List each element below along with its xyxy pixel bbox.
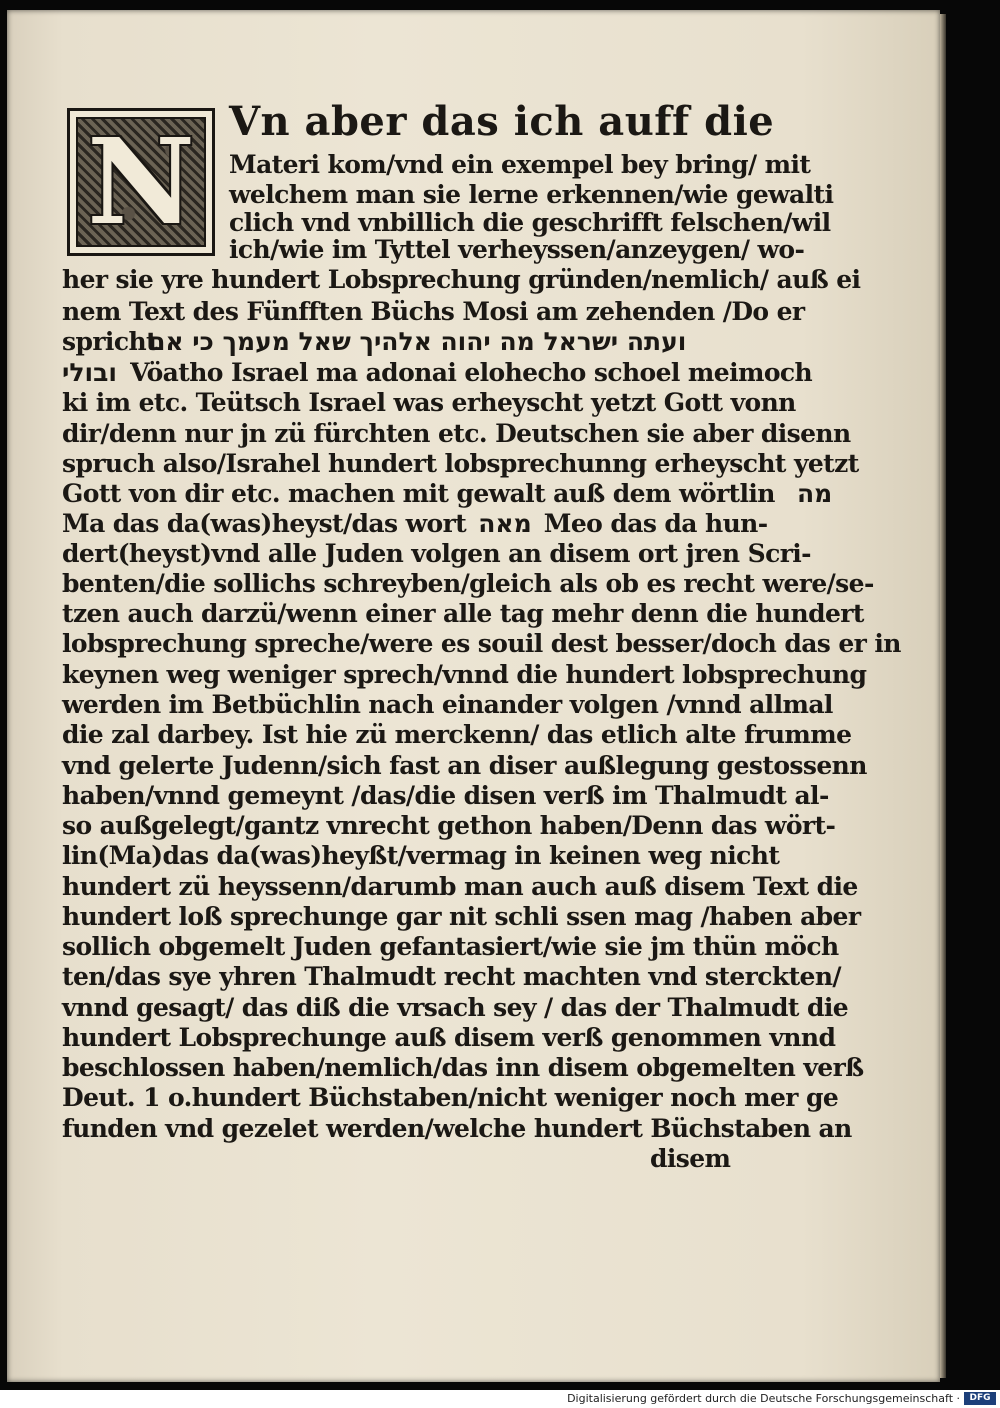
text-line-33: Deut. 1 o.hundert Büchstaben/nicht weniger noch mer ge [62,1083,839,1112]
text-line-29: ten/das sye yhren Thalmudt recht machten vnd sterckten/ [62,962,841,991]
text-line-31: hundert Lobsprechunge auß disem verß genommen vnnd [62,1023,836,1052]
funding-notice: Digitalisierung gefördert durch die Deutsche Forschungsgemeinschaft · [567,1392,960,1405]
text-line-28: sollich obgemelt Juden gefantasiert/wie sie jm thün möch [62,932,839,961]
text-line-5: ich/wie im Tyttel verheyssen/anzeygen/ wo- [229,235,805,264]
text-line-24: so außgelegt/gantz vnrecht gethon haben/Denn das wört- [62,811,836,840]
text-line-6: her sie yre hundert Lobsprechung gründen/nemlich/ auß ei [62,265,861,294]
text-line-1: Vn aber das ich auff die [229,98,775,145]
text-line-32: beschlossen haben/nemlich/das inn disem obgemelten verß [62,1053,864,1082]
text-line-10: ki im etc. Teütsch Israel was erheyscht yetzt Gott vonn [62,388,796,417]
text-line-4: clich vnd vnbillich die geschrifft felschen/wil [229,208,831,237]
dfg-logo: DFG [964,1392,996,1405]
text-line-26: hundert zü heyssenn/darumb man auch auß disem Text die [62,872,858,901]
text-line-34: funden vnd gezelet werden/welche hundert Büchstaben an [62,1114,852,1143]
text-line-13 [62,479,832,509]
text-line-14 [62,509,768,539]
text-line-3: welchem man sie lerne erkennen/wie gewalti [229,180,834,209]
text-line-17: tzen auch darzü/wenn einer alle tag mehr denn die hundert [62,599,864,628]
text-line-23: haben/vnnd gemeynt /das/die disen verß im Thalmudt al- [62,781,829,810]
text-line-2: Materi kom/vnd ein exempel bey bring/ mit [229,150,811,179]
text-line-9 [62,358,812,388]
hebrew-word-ma: מה [796,479,833,508]
text-line-16: benten/die sollichs schreyben/gleich als ob es recht were/se- [62,569,874,598]
transliteration: Vöatho Israel ma adonai elohecho schoel meimoch [130,358,813,387]
hebrew-verse-end: ובולי [62,358,117,387]
text-line-19: keynen weg weniger sprech/vnnd die hundert lobsprechung [62,660,867,689]
text-segment: Ma das da(was)heyst/das wort [62,509,467,538]
text-segment: Meo das da hun- [543,509,768,538]
text-line-27: hundert loß sprechunge gar nit schli ssen mag /haben aber [62,902,861,931]
text-line-22: vnd gelerte Judenn/sich fast an diser außlegung gestossenn [62,751,867,780]
text-line-25: lin(Ma)das da(was)heyßt/vermag in keinen weg nicht [62,841,780,870]
text-line-12: spruch also/Israhel hundert lobsprechunng erheyscht yetzt [62,449,859,478]
footer-bar [0,1390,1000,1408]
text-line-11: dir/denn nur jn zü fürchten etc. Deutschen sie aber disenn [62,419,851,448]
text-line-30: vnnd gesagt/ das diß die vrsach sey / das der Thalmudt die [62,993,849,1022]
hebrew-verse: ועתה ישראל מה יהוה אלהיך שאל מעמך כי אם [148,327,687,356]
text-line-18: lobsprechung spreche/were es souil dest besser/doch das er in [62,629,901,658]
text-line-21: die zal darbey. Ist hie zü merckenn/ das etlich alte frumme [62,720,852,749]
hebrew-word-meo: מאה [478,509,532,538]
text-line-15: dert(heyst)vnd alle Juden volgen an disem ort jren Scri- [62,539,811,568]
text-line-20: werden im Betbüchlin nach einander volgen /vnnd allmal [62,690,833,719]
text-line-8 [62,327,687,357]
catchword: disem [650,1144,731,1173]
initial-letter: N [87,112,195,251]
text-segment: Gott von dir etc. machen mit gewalt auß dem wörtlin [62,479,775,508]
text-line-7: nem Text des Fünfften Büchs Mosi am zehenden /Do er [62,297,805,326]
text-spricht: spricht [62,327,157,356]
